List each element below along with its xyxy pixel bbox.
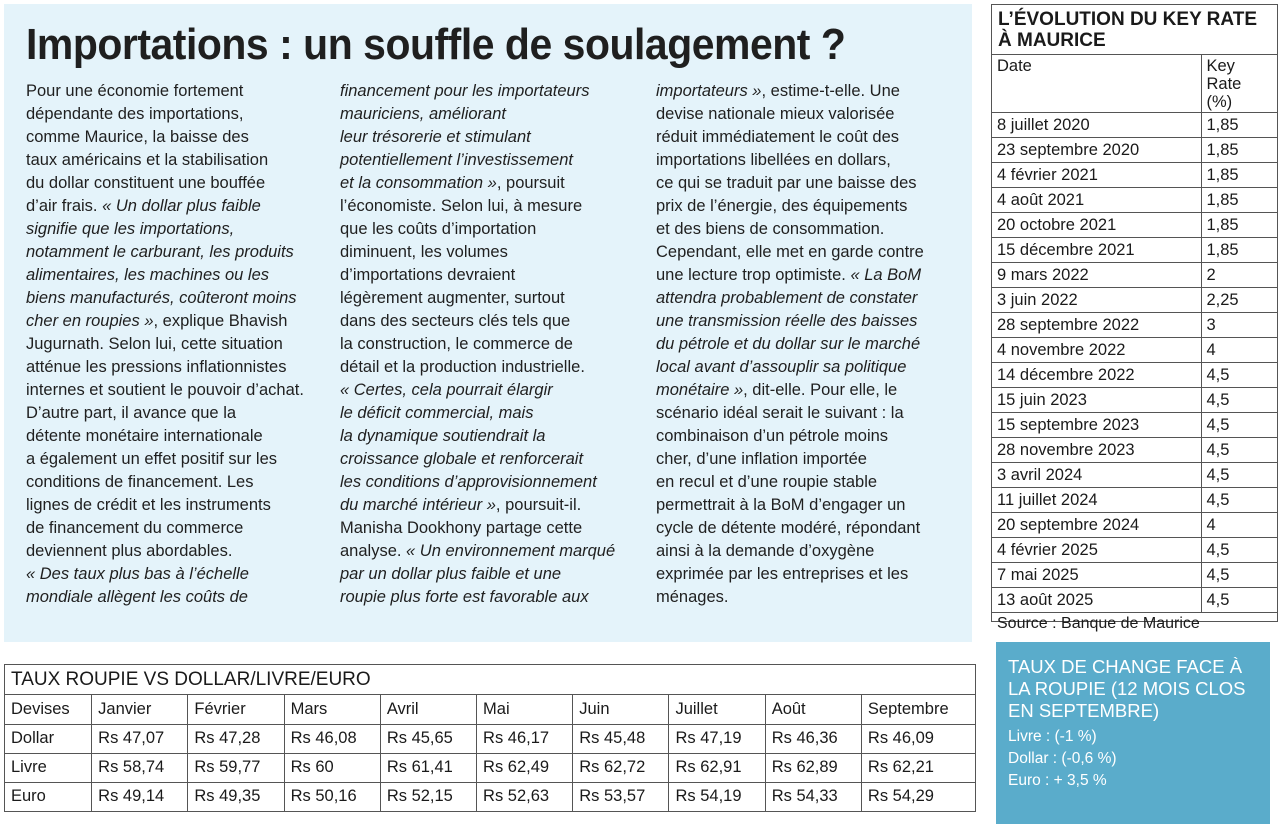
currency-rate-cell: Rs 60	[284, 753, 380, 782]
key-rate-row	[992, 413, 1277, 438]
key-rate-date: 4 août 2021	[992, 188, 1201, 213]
article-line-text: Pour une économie fortement	[26, 82, 244, 100]
article-line	[656, 103, 956, 126]
article-line-text: le déficit commercial, mais	[340, 404, 534, 422]
currency-rate-cell: Rs 46,36	[765, 724, 861, 753]
article-line-text: monétaire »	[656, 381, 744, 399]
currency-rates-row	[5, 782, 975, 811]
article-line	[656, 402, 956, 425]
article-line	[656, 126, 956, 149]
key-rate-value: 3	[1201, 313, 1277, 338]
article-line	[26, 126, 326, 149]
article-line-text: Cependant, elle met en garde contre	[656, 243, 924, 261]
exchange-rate-euro: Euro : + 3,5 %	[1008, 772, 1107, 789]
article-line	[340, 103, 640, 126]
article-line	[656, 563, 956, 586]
key-rate-value: 4	[1201, 513, 1277, 538]
key-rate-value: 1,85	[1201, 163, 1277, 188]
exchange-rate-dollar: Dollar : (-0,6 %)	[1008, 750, 1117, 767]
key-rate-row	[992, 163, 1277, 188]
article-line	[340, 494, 640, 517]
article-line-text-cont: « Un environnement marqué	[406, 542, 616, 560]
article-line	[26, 149, 326, 172]
key-rate-col-rate	[1201, 55, 1277, 113]
article-line	[26, 333, 326, 356]
key-rate-col-rate-2: Rate	[1206, 75, 1242, 93]
key-rate-row	[992, 463, 1277, 488]
key-rate-date: 15 décembre 2021	[992, 238, 1201, 263]
article-line-text: exprimée par les entreprises et les	[656, 565, 909, 583]
currency-rate-cell: Rs 46,09	[861, 724, 975, 753]
article-line-text: permettrait à la BoM d’engager un	[656, 496, 906, 514]
article-line	[26, 218, 326, 241]
currency-rate-cell: Rs 47,28	[188, 724, 284, 753]
article-line	[340, 517, 640, 540]
key-rate-box	[991, 4, 1278, 632]
key-rate-date: 28 septembre 2022	[992, 313, 1201, 338]
article-line	[26, 563, 326, 586]
article-line	[340, 563, 640, 586]
article-line	[340, 356, 640, 379]
article-line	[656, 80, 956, 103]
exchange-rate-title: TAUX DE CHANGE FACE À LA ROUPIE (12 MOIS CLOS EN SEPTEMBRE)	[1008, 656, 1246, 721]
key-rate-col-rate-3: (%)	[1206, 93, 1233, 111]
article-line-text: la construction, le commerce de	[340, 335, 573, 353]
article-line	[340, 540, 640, 563]
key-rate-source: Source : Banque de Maurice	[992, 612, 1277, 635]
currency-rate-cell: Rs 52,15	[380, 782, 476, 811]
key-rate-value: 1,85	[1201, 213, 1277, 238]
article-line-text: internes et soutient le pouvoir d’achat.	[26, 381, 304, 399]
article-line	[340, 241, 640, 264]
article-column-3	[656, 80, 956, 609]
key-rate-row	[992, 513, 1277, 538]
article-line-text-cont: , explique Bhavish	[153, 312, 288, 330]
article-line	[656, 471, 956, 494]
currency-rate-cell: Rs 59,77	[188, 753, 284, 782]
article-line-text: a également un effet positif sur les	[26, 450, 278, 468]
article-line-text: analyse.	[340, 542, 407, 560]
article-line	[656, 333, 956, 356]
currency-rates-header: Mai	[477, 695, 573, 724]
article-line	[656, 540, 956, 563]
key-rate-row	[992, 138, 1277, 163]
article-line-text: roupie plus forte est favorable aux	[340, 588, 589, 606]
article-line	[340, 425, 640, 448]
article-line-text: croissance globale et renforcerait	[340, 450, 584, 468]
article-line-text: la dynamique soutiendrait la	[340, 427, 546, 445]
key-rate-date: 14 décembre 2022	[992, 363, 1201, 388]
article-line-text: dans des secteurs clés tels que	[340, 312, 571, 330]
currency-name: Dollar	[5, 724, 92, 753]
article-line	[26, 241, 326, 264]
article-line-text: ménages.	[656, 588, 729, 606]
article-column-1	[26, 80, 326, 609]
article-line-text: lignes de crédit et les instruments	[26, 496, 271, 514]
currency-name: Euro	[5, 782, 92, 811]
article-line	[656, 586, 956, 609]
currency-rate-cell: Rs 53,57	[573, 782, 669, 811]
article-line-text: signifie que les importations,	[26, 220, 235, 238]
article-line-text: cycle de détente modéré, répondant	[656, 519, 921, 537]
article-line	[26, 172, 326, 195]
key-rate-col-date: Date	[992, 55, 1201, 113]
article-line-text-cont: , poursuit-il.	[495, 496, 582, 514]
article-line-text: détente monétaire internationale	[26, 427, 263, 445]
article-line-text: du pétrole et du dollar sur le marché	[656, 335, 921, 353]
key-rate-value: 4,5	[1201, 563, 1277, 588]
key-rate-value: 1,85	[1201, 138, 1277, 163]
article-line	[340, 586, 640, 609]
currency-rates-table	[5, 695, 975, 811]
key-rate-date: 3 juin 2022	[992, 288, 1201, 313]
key-rate-row	[992, 538, 1277, 563]
key-rate-value: 4,5	[1201, 438, 1277, 463]
key-rate-row	[992, 188, 1277, 213]
article-line-text: que les coûts d’importation	[340, 220, 537, 238]
article-line	[656, 172, 956, 195]
article-line-text: par un dollar plus faible et une	[340, 565, 562, 583]
currency-rate-cell: Rs 62,49	[477, 753, 573, 782]
article-line	[26, 287, 326, 310]
currency-rates-row	[5, 753, 975, 782]
article-line-text: détail et la production industrielle.	[340, 358, 585, 376]
key-rate-date: 11 juillet 2024	[992, 488, 1201, 513]
article-line-text-cont: « La BoM	[850, 266, 922, 284]
currency-rate-cell: Rs 47,19	[669, 724, 765, 753]
currency-rate-cell: Rs 45,65	[380, 724, 476, 753]
article-line	[340, 172, 640, 195]
article-line	[340, 80, 640, 103]
article-line	[26, 310, 326, 333]
article-line-text: biens manufacturés, coûteront moins	[26, 289, 297, 307]
key-rate-value: 4,5	[1201, 488, 1277, 513]
article-line-text-cont: , poursuit	[496, 174, 565, 192]
currency-rate-cell: Rs 47,07	[92, 724, 188, 753]
key-rate-col-rate-1: Key	[1206, 57, 1235, 75]
article-line-text: local avant d’assouplir sa politique	[656, 358, 907, 376]
article-line	[340, 149, 640, 172]
article-line	[26, 103, 326, 126]
article-line-text: prix de l’énergie, des équipements	[656, 197, 908, 215]
article-line	[656, 310, 956, 333]
key-rate-value: 4	[1201, 338, 1277, 363]
currency-rate-cell: Rs 45,48	[573, 724, 669, 753]
article-line-text: mauriciens, améliorant	[340, 105, 506, 123]
key-rate-row	[992, 563, 1277, 588]
article-line-text: diminuent, les volumes	[340, 243, 508, 261]
key-rate-date: 8 juillet 2020	[992, 113, 1201, 138]
article-line-text: deviennent plus abordables.	[26, 542, 233, 560]
key-rate-date: 20 septembre 2024	[992, 513, 1201, 538]
article-line-text: les conditions d’approvisionnement	[340, 473, 597, 491]
article-line	[656, 264, 956, 287]
article-line-text: et des biens de consommation.	[656, 220, 885, 238]
currency-rate-cell: Rs 54,19	[669, 782, 765, 811]
key-rate-row	[992, 363, 1277, 388]
article-line-text: en recul et d’une roupie stable	[656, 473, 878, 491]
article-line	[656, 241, 956, 264]
currency-rate-cell: Rs 62,72	[573, 753, 669, 782]
article-line	[656, 517, 956, 540]
article-line-text: du marché intérieur »	[340, 496, 496, 514]
article-line	[340, 264, 640, 287]
article-line	[26, 471, 326, 494]
key-rate-date: 4 novembre 2022	[992, 338, 1201, 363]
article-line	[26, 379, 326, 402]
article-line	[340, 379, 640, 402]
article-line-text: l’économiste. Selon lui, à mesure	[340, 197, 583, 215]
key-rate-value: 4,5	[1201, 388, 1277, 413]
article-line-text: ce qui se traduit par une baisse des	[656, 174, 917, 192]
key-rate-value: 4,5	[1201, 463, 1277, 488]
article-line-text: dépendante des importations,	[26, 105, 244, 123]
article-line	[26, 494, 326, 517]
article-line	[26, 517, 326, 540]
currency-rates-header: Septembre	[861, 695, 975, 724]
currency-rate-cell: Rs 54,29	[867, 787, 934, 806]
currency-rates-header: Avril	[380, 695, 476, 724]
key-rate-date: 3 avril 2024	[992, 463, 1201, 488]
article-line-text: atténue les pressions inflationnistes	[26, 358, 287, 376]
key-rate-row	[992, 338, 1277, 363]
currency-rate-cell: Rs 62,91	[669, 753, 765, 782]
currency-rate-cell: Rs 49,14	[92, 782, 188, 811]
article-line-text: d’air frais.	[26, 197, 103, 215]
currency-rates-header: Devises	[5, 695, 92, 724]
currency-rate-cell: Rs 49,35	[188, 782, 284, 811]
key-rate-row	[992, 113, 1277, 138]
key-rate-date: 4 février 2025	[992, 538, 1201, 563]
article-line-text-cont: , dit-elle. Pour elle, le	[743, 381, 898, 399]
article-line	[656, 448, 956, 471]
key-rate-row	[992, 288, 1277, 313]
currency-rates-header: Février	[188, 695, 284, 724]
key-rate-date: 15 juin 2023	[992, 388, 1201, 413]
article-line	[26, 448, 326, 471]
article-line-text: du dollar constituent une bouffée	[26, 174, 266, 192]
article-line	[340, 195, 640, 218]
key-rate-value: 1,85	[1201, 113, 1277, 138]
article-line-text: financement pour les importateurs	[340, 82, 590, 100]
key-rate-value: 2	[1201, 263, 1277, 288]
article-line-text: une lecture trop optimiste.	[656, 266, 851, 284]
currency-rate-cell: Rs 58,74	[92, 753, 188, 782]
key-rate-date: 9 mars 2022	[992, 263, 1201, 288]
key-rate-date: 4 février 2021	[992, 163, 1201, 188]
currency-rate-cell: Rs 46,17	[477, 724, 573, 753]
article-line-text: d’importations devraient	[340, 266, 516, 284]
article-line-text: « Des taux plus bas à l’échelle	[26, 565, 249, 583]
article-line-text: ainsi à la demande d’oxygène	[656, 542, 875, 560]
key-rate-row	[992, 263, 1277, 288]
article-line-text: devise nationale mieux valorisée	[656, 105, 895, 123]
article-line	[26, 586, 326, 609]
key-rate-date: 13 août 2025	[997, 591, 1094, 609]
article-line-text: légèrement augmenter, surtout	[340, 289, 565, 307]
article-line	[656, 379, 956, 402]
article-line-text: importateurs »	[656, 82, 762, 100]
currency-rates-header-row	[5, 695, 975, 724]
key-rate-value: 4,5	[1201, 538, 1277, 563]
article-line	[26, 425, 326, 448]
article-line	[656, 356, 956, 379]
article-line-text: cher, d’une inflation importée	[656, 450, 867, 468]
key-rate-date: 15 septembre 2023	[992, 413, 1201, 438]
currency-rates-header: Juin	[573, 695, 669, 724]
key-rate-row	[992, 213, 1277, 238]
key-rate-value: 4,5	[1201, 588, 1277, 613]
exchange-rate-box	[996, 642, 1270, 824]
key-rate-value: 2,25	[1201, 288, 1277, 313]
article-line	[340, 448, 640, 471]
currency-rate-cell: Rs 62,89	[765, 753, 861, 782]
article-line	[656, 218, 956, 241]
article-line-text: importations libellées en dollars,	[656, 151, 891, 169]
article-line-text: attendra probablement de constater	[656, 289, 918, 307]
currency-rates-header: Juillet	[669, 695, 765, 724]
article-panel	[4, 4, 972, 642]
article-line	[656, 195, 956, 218]
article-line	[340, 471, 640, 494]
article-line	[26, 264, 326, 287]
headline: Importations : un souffle de soulagement ?	[26, 20, 846, 69]
key-rate-row	[992, 588, 1277, 613]
currency-name: Livre	[5, 753, 92, 782]
article-line	[656, 425, 956, 448]
article-line-text: une transmission réelle des baisses	[656, 312, 918, 330]
article-line-text: réduit immédiatement le coût des	[656, 128, 900, 146]
article-line-text: notamment le carburant, les produits	[26, 243, 294, 261]
article-line	[656, 287, 956, 310]
currency-rate-cell: Rs 62,21	[861, 753, 975, 782]
currency-rates-box	[4, 664, 976, 812]
article-line	[26, 540, 326, 563]
article-line	[656, 149, 956, 172]
key-rate-value: 4,5	[1201, 363, 1277, 388]
article-line-text: conditions de financement. Les	[26, 473, 254, 491]
article-line	[340, 310, 640, 333]
currency-rate-cell: Rs 61,41	[380, 753, 476, 782]
key-rate-value: 1,85	[1201, 238, 1277, 263]
article-line	[656, 494, 956, 517]
currency-rates-header: Août	[765, 695, 861, 724]
article-line	[26, 402, 326, 425]
article-line-text: mondiale allègent les coûts de	[26, 588, 248, 606]
key-rate-date: 7 mai 2025	[992, 563, 1201, 588]
article-column-2	[340, 80, 640, 609]
currency-rate-cell: Rs 46,08	[284, 724, 380, 753]
currency-rates-header: Janvier	[92, 695, 188, 724]
article-line	[340, 287, 640, 310]
key-rate-row	[992, 313, 1277, 338]
article-line-text: combinaison d’un pétrole moins	[656, 427, 889, 445]
key-rate-value: 1,85	[1201, 188, 1277, 213]
key-rate-date: 28 novembre 2023	[992, 438, 1201, 463]
article-line-text-cont: « Un dollar plus faible	[102, 197, 261, 215]
exchange-rate-livre: Livre : (-1 %)	[1008, 728, 1097, 745]
key-rate-date: 20 octobre 2021	[992, 213, 1201, 238]
article-line-text: Jugurnath. Selon lui, cette situation	[26, 335, 283, 353]
article-line-text: comme Maurice, la baisse des	[26, 128, 249, 146]
currency-rate-cell: Rs 52,63	[477, 782, 573, 811]
article-line-text: « Certes, cela pourrait élargir	[340, 381, 553, 399]
article-line-text: et la consommation »	[340, 174, 497, 192]
key-rate-table	[992, 55, 1277, 612]
currency-rate-cell: Rs 50,16	[284, 782, 380, 811]
article-line-text-cont: , estime-t-elle. Une	[761, 82, 900, 100]
article-line-text: de financement du commerce	[26, 519, 244, 537]
article-line-text: leur trésorerie et stimulant	[340, 128, 531, 146]
article-line-text: alimentaires, les machines ou les	[26, 266, 270, 284]
currency-rates-row	[5, 724, 975, 753]
article-line-text: Manisha Dookhony partage cette	[340, 519, 583, 537]
article-line	[26, 356, 326, 379]
article-line-text: cher en roupies »	[26, 312, 154, 330]
article-line	[340, 126, 640, 149]
article-line	[26, 195, 326, 218]
currency-rates-title: TAUX ROUPIE VS DOLLAR/LIVRE/EURO	[5, 665, 975, 695]
article-line-text: potentiellement l’investissement	[340, 151, 573, 169]
article-line	[26, 80, 326, 103]
key-rate-header-row	[992, 55, 1277, 113]
key-rate-row	[992, 388, 1277, 413]
article-line	[340, 218, 640, 241]
key-rate-value: 4,5	[1201, 413, 1277, 438]
article-line-text: taux américains et la stabilisation	[26, 151, 269, 169]
key-rate-row	[992, 238, 1277, 263]
key-rate-date: 23 septembre 2020	[992, 138, 1201, 163]
article-line-text: D’autre part, il avance que la	[26, 404, 237, 422]
article-line-text: scénario idéal serait le suivant : la	[656, 404, 904, 422]
key-rate-row	[992, 438, 1277, 463]
key-rate-title: L’ÉVOLUTION DU KEY RATE À MAURICE	[992, 5, 1277, 55]
key-rate-row	[992, 488, 1277, 513]
article-line	[340, 402, 640, 425]
currency-rate-cell: Rs 54,33	[765, 782, 861, 811]
article-line	[340, 333, 640, 356]
currency-rates-header: Mars	[284, 695, 380, 724]
